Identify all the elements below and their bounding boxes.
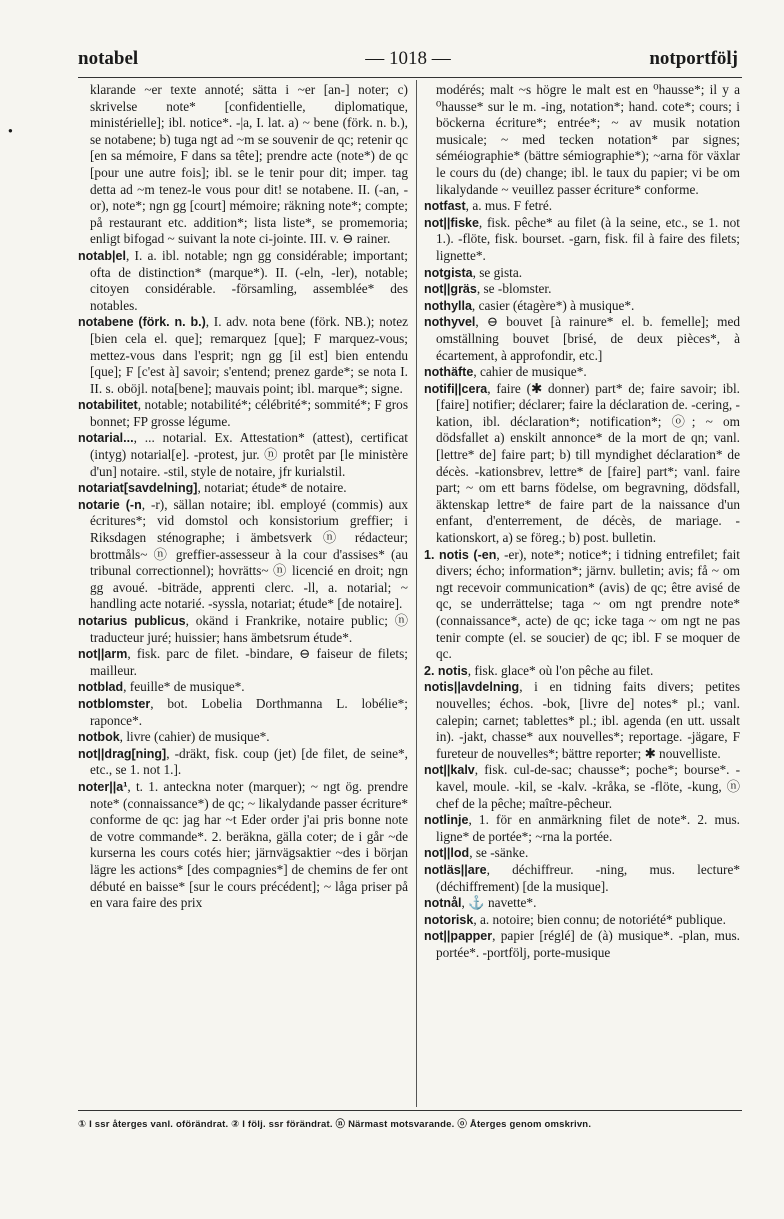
dictionary-entry: notblad, feuille* de musique*. xyxy=(78,679,245,695)
headword: notnål xyxy=(424,896,462,911)
dictionary-entry: notblomster, bot. Lobelia Dorthmanna L. lobélie*; raponce*. xyxy=(78,695,408,728)
headword: notblomster xyxy=(78,696,151,711)
dictionary-entry: notab|el, I. a. ibl. notable; ngn gg considérable; important; ofta de distinction* (marque*). II. (-eln, -ler), notable; citoyen considérable. -församling, assemblée* des notables. xyxy=(78,247,408,313)
dictionary-entry: notis||avdelning, i en tidning faits divers; petites nouvelles; échos. -bok, [livre de] notes* pl.; vanl. calepin; carnet; tablettes* pl.; ibl. agenda (en utt. ussalt in). -jakt, chasse* aux nouvelles*; reportage. -jägare, F fureteur de nouvelles*; bättre reporter; ✱ nouvelliste. xyxy=(424,679,740,761)
dictionary-entry: notgista, se gista. xyxy=(424,264,523,280)
dictionary-entry: notfast, a. mus. F fetré. xyxy=(424,198,553,214)
right-column xyxy=(424,82,740,961)
footnote-rule xyxy=(78,1110,742,1111)
headword: nothylla xyxy=(424,298,472,313)
dictionary-entry: nothäfte, cahier de musique*. xyxy=(424,364,587,380)
headword: notbok xyxy=(78,730,120,745)
headword: not||papper xyxy=(424,929,493,944)
dictionary-entry: not||papper, papier [réglé] de (à) musique*. -plan, mus. portée*. -portfölj, porte-musique xyxy=(424,928,740,960)
headword: not||kalv xyxy=(424,763,475,778)
page-number: — 1018 — xyxy=(365,48,451,69)
header-first-word: notabel xyxy=(78,48,139,69)
dictionary-entry: notarial..., ... notarial. Ex. Attestation* (attest), certificat (intyg) notarial[e]. -protest, jur. ⓝ protêt par [le ministère d'un] notaire. -stil, style de notaire, jfr kurialstil. xyxy=(78,430,408,479)
headword: not||drag[ning] xyxy=(78,746,167,761)
dictionary-entry: notarie (-n, -r), sällan notaire; ibl. employé (commis) aux écritures*; vid domstol och konsistorium greffier; i Riksdagen sténographe; i ämbetsverk ⓝ rédacteur; brottmåls~ ⓝ greffier-assesseur à la cour d'assises* (au tribunal correctionnel); hovrätts~ ⓝ licencié en droit; ngn gg avoué. -biträde, apprenti clerc. -ll, a. notarial; ~ handling acte notarié. -syssla, notariat; étude* [de notaire]. xyxy=(78,496,408,612)
dictionary-entry: noter||a¹, t. 1. anteckna noter (marquer); ~ ngt ög. prendre note* (connaissance*) de qc; ~ likalydande passer écriture* conforme de qc: jag har ~t Eder order j'ai pris bonne note de votre commande*. 2. beräkna, gälla coter; de i går ~de kurserna les cours cotés hier; järnvägsaktier ~des i början lägre les actions* [des compagnies*] de chemins de fer ont débuté en baisse* [sur le cours précédent]; ~ låga priser på en vara faire des prix xyxy=(78,778,408,911)
headword: notorisk xyxy=(424,912,474,927)
headword: notblad xyxy=(78,680,124,695)
headword: notabilitet xyxy=(78,398,138,413)
headword: notifi||cera xyxy=(424,381,488,396)
dictionary-entry: notorisk, a. notoire; bien connu; de notoriété* publique. xyxy=(424,911,726,927)
dictionary-entry: not||gräs, se -blomster. xyxy=(424,281,552,297)
dictionary-entry: notbok, livre (cahier) de musique*. xyxy=(78,729,270,745)
dictionary-entry: notlinje, 1. för en anmärkning filet de note*. 2. mus. ligne* de portée*; ~rna la portée. xyxy=(424,812,740,844)
dictionary-entry: notabilitet, notable; notabilité*; célébrité*; sommité*; F gros bonnet; FP grosse légume. xyxy=(78,397,408,429)
dictionary-entry: notariat[savdelning], notariat; étude* de notaire. xyxy=(78,480,347,496)
dictionary-entry: notnål, ⚓ navette*. xyxy=(424,895,537,911)
headword: nothyvel xyxy=(424,315,476,330)
headword: notabene (förk. n. b.) xyxy=(78,315,206,330)
headword: 2. notis xyxy=(424,663,468,678)
dictionary-entry: not||arm, fisk. parc de filet. -bindare, ⊖ faiseur de filets; mailleur. xyxy=(78,646,408,678)
dictionary-entry: 2. notis, fisk. glace* où l'on pêche au filet. xyxy=(424,662,654,678)
dictionary-entry: modérés; malt ~s högre le malt est en ⁰hausse*; il y a ⁰hausse* sur le m. -ing, notation*; hand. cote*; cours; i böckerna écriture*; entrée*; ~ av musik notation musicale; ~ med tecken notation* par signes; séméiographie* (bättre sémiographie*); ~arna för växlar le cours du (de) change; ibl. le taux du papier; vi be om likalydande ~ veuillez passer écriture* conforme. xyxy=(436,82,740,197)
headword: notis||avdelning xyxy=(424,680,520,695)
headword: noter||a¹ xyxy=(78,779,128,794)
dictionary-entry: klarande ~er texte annoté; sätta i ~er [an-] noter; c) skrivelse note* [confidentielle, diplomatique, ministérielle]; ibl. notice*. -|a, I. lat. a) ~ bene (förk. n. b.), se notabene; b) tuga ngt ad ~m se souvenir de qc; retenir qc [en sa mémoire, F dans sa tête]; prendre acte (note*) de qc [pour une autre fois]; ibl. se le tenir pour dit; imper. tag detta ad ~m tenez-le vous pour dit! se notabene. II. (-an, -or), note*; ngn gg [court] mémoire; räkning note*; compte; på restaurant etc. addition*; lista liste*, se promemoria; enligt bifogad ~ suivant la note ci-jointe. III. v. ⊖ rainer. xyxy=(90,82,408,247)
column-divider xyxy=(416,80,417,1107)
headword: not||arm xyxy=(78,647,128,662)
headword: notab|el xyxy=(78,248,126,263)
headword: notläs||are xyxy=(424,862,487,877)
dictionary-entry: not||drag[ning], -dräkt, fisk. coup (jet) [de filet, de seine*, etc., se 1. not 1.]. xyxy=(78,745,408,778)
dictionary-entry: 1. notis (-en, -er), note*; notice*; i tidning entrefilet; fait divers; écho; information*; järnv. bulletin; avis; få ~ om ngt recevoir communication* (avis) de qc; être avisé de qc, se underrättelse; taga ~ om ngt prendre note* (connaissance*, acte) de qc; icke taga ~ om ngt ne pas tenir compte (el. se soucier) de qc; ibl. F se moquer de qc. xyxy=(424,546,740,662)
headword: notarie (-n xyxy=(78,497,142,512)
headword: 1. notis (-en xyxy=(424,547,497,562)
dictionary-entry: not||lod, se -sänke. xyxy=(424,845,529,861)
header-rule xyxy=(78,77,742,78)
dictionary-entry: notläs||are, déchiffreur. -ning, mus. lecture* (déchiffrement) [de la musique]. xyxy=(424,861,740,894)
dictionary-entry: notifi||cera, faire (✱ donner) part* de; faire savoir; ibl. [faire] notifier; déclarer; faire la déclaration de. -cering, -kation, ibl. déclaration*; notification*; ⓞ; ~ om dödsfallet a) enskilt annonce* de la mort de qn; vanl. [lettre* de] faire part; b) till myndighet déclaration* de décès. -kationsbrev, lettre* de [faire] part*; vanl. faire part; ~ om ett barns födelse, om begravning, dödsfall, äktenskap lettre* de faire part de la naissance d'un enfant, d'enterrement, de décès, de mariage. -kationskort, a) se föreg.; b) post. bulletin. xyxy=(424,380,740,546)
headword: notariat[savdelning] xyxy=(78,481,198,496)
margin-dot: ● xyxy=(8,126,13,135)
headword: notgista xyxy=(424,265,473,280)
footnote: ① I ssr återges vanl. oförändrat. ② I följ. ssr förändrat. ⓝ Närmast motsvarande. ⓞ Återges genom omskrivn. xyxy=(78,1119,592,1130)
headword: not||lod xyxy=(424,846,470,861)
left-column xyxy=(78,82,408,912)
headword: nothäfte xyxy=(424,365,474,380)
headword: notfast xyxy=(424,199,466,214)
dictionary-entry: notabene (förk. n. b.), I. adv. nota bene (förk. NB.); notez [bien cela el. que]; remarquez [que]; F marquez-vous; mettez-vous dans l'esprit; ngn gg [il est] bien entendu [que]; F [c'est à] savoir; s'entend; prenez garde*; se nota I. II. s. oböjl. nota[bene]; mauvais point; ibl. marque*; signe. xyxy=(78,314,409,396)
page-header xyxy=(78,48,738,76)
headword: notarius publicus xyxy=(78,614,186,628)
headword: not||gräs xyxy=(424,282,477,297)
dictionary-entry: notarius publicus, okänd i Frankrike, notaire public; ⓝ traducteur juré; huissier; hans ämbetsrum étude*. xyxy=(78,613,408,645)
headword: not||fiske xyxy=(424,215,479,230)
headword: notarial... xyxy=(78,431,134,446)
dictionary-entry: not||fiske, fisk. pêche* au filet (à la seine, etc., se 1. not 1.). -flöte, fisk. bourset. -garn, fisk. fil à faire des filets; lignette*. xyxy=(424,214,740,263)
header-last-word: notportfölj xyxy=(649,48,738,69)
dictionary-entry: nothylla, casier (étagère*) à musique*. xyxy=(424,297,635,313)
headword: notlinje xyxy=(424,813,469,828)
dictionary-entry: not||kalv, fisk. cul-de-sac; chausse*; poche*; bourse*. -kavel, moule. -kil, se -kalv. -kråka, se -flöte, -kung, ⓝ chef de la pêche; maître-pêcheur. xyxy=(424,762,740,811)
dictionary-entry: nothyvel, ⊖ bouvet [à rainure* el. b. femelle]; med omställning bouvet [brisé, de deux pièces*, à écartement, à approfondir, etc.] xyxy=(424,314,740,363)
